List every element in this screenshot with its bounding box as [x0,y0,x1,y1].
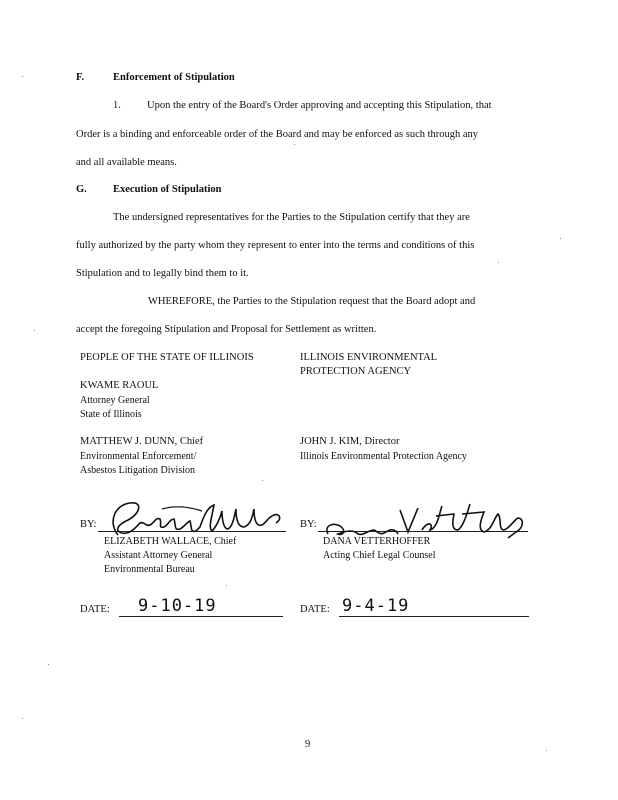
left-chief-division-2: Asbestos Litigation Division [80,465,195,476]
right-party-name-1: ILLINOIS ENVIRONMENTAL [300,352,438,363]
section-g-line-3: Stipulation and to legally bind them to it. [76,268,249,279]
scan-speck [498,262,499,263]
left-chief-name: MATTHEW J. DUNN, Chief [80,436,204,447]
section-f-title: Enforcement of Stipulation [113,72,235,83]
right-by-label: BY: [300,519,317,530]
wherefore-line-1: WHEREFORE, the Parties to the Stipulation request that the Board adopt and [148,296,476,307]
left-by-label: BY: [80,519,97,530]
section-f-letter: F. [76,72,85,83]
right-director-agency: Illinois Environmental Protection Agency [300,451,467,462]
left-attorney-state: State of Illinois [80,409,142,420]
left-signer-unit: Environmental Bureau [104,564,195,575]
right-party-name-2: PROTECTION AGENCY [300,366,412,377]
scan-speck [22,718,23,719]
scan-speck [262,480,263,481]
section-f-para-number: 1. [113,100,121,111]
section-f-line-1: Upon the entry of the Board's Order approving and accepting this Stipulation, that [147,100,492,111]
left-date-value: 9-10-19 [138,596,217,616]
left-date-line [119,616,283,617]
section-g-line-2: fully authorized by the party whom they represent to enter into the terms and conditions of this [76,240,475,251]
left-attorney-name: KWAME RAOUL [80,380,159,391]
scan-speck [226,585,227,586]
page-number: 9 [305,739,311,750]
scan-speck [34,330,35,331]
right-signer-title: Acting Chief Legal Counsel [323,550,436,561]
scan-speck [546,750,547,751]
right-date-line [339,616,529,617]
section-g-letter: G. [76,184,87,195]
scan-speck [560,238,561,239]
left-date-label: DATE: [80,604,110,615]
left-signer-name: ELIZABETH WALLACE, Chief [104,536,237,547]
right-director-name: JOHN J. KIM, Director [300,436,400,447]
section-g-title: Execution of Stipulation [113,184,222,195]
section-g-line-1: The undersigned representatives for the Parties to the Stipulation certify that they are [113,212,470,223]
left-attorney-title: Attorney General [80,395,150,406]
scan-speck [294,144,295,145]
right-date-label: DATE: [300,604,330,615]
scan-speck [22,76,23,77]
section-f-line-3: and all available means. [76,157,177,168]
section-f-line-2: Order is a binding and enforceable order of the Board and may be enforced as such through any [76,129,479,140]
right-date-value: 9-4-19 [342,596,410,616]
left-signer-title: Assistant Attorney General [104,550,213,561]
right-signer-name: DANA VETTERHOFFER [323,536,431,547]
wherefore-line-2: accept the foregoing Stipulation and Proposal for Settlement as written. [76,324,377,335]
left-chief-division-1: Environmental Enforcement/ [80,451,197,462]
scan-speck [48,664,49,665]
left-party-name: PEOPLE OF THE STATE OF ILLINOIS [80,352,254,363]
